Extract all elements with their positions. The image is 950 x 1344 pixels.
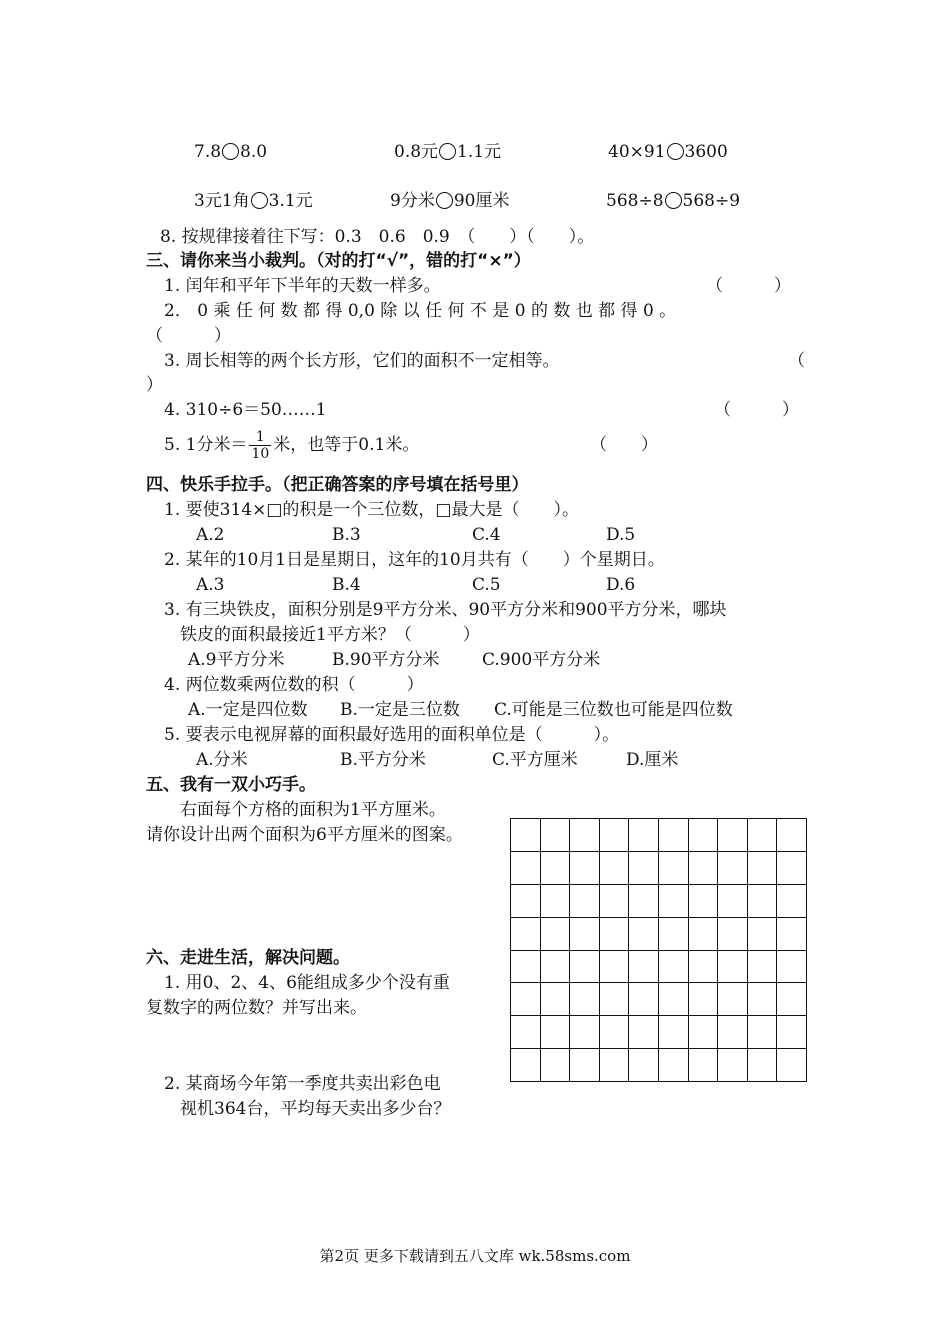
option[interactable]: D.6 (606, 575, 636, 595)
option[interactable]: A.2 (196, 525, 225, 545)
compare-right: 1.1元 (457, 142, 502, 162)
compare-item (608, 141, 728, 163)
option[interactable]: B.90平方分米 (332, 650, 440, 670)
compare-item (394, 141, 501, 163)
problem-2-line-1: 2. 某商场今年第一季度共卖出彩色电 (164, 1074, 441, 1094)
judge-item-5-post: 米，也等于0.1米。 (273, 435, 420, 455)
judge-paren-2[interactable]: （ ） (146, 326, 231, 346)
problem-2-line-2: 视机364台，平均每天卖出多少台？ (180, 1099, 451, 1119)
section-5-text-2: 请你设计出两个面积为6平方厘米的图案。 (146, 825, 463, 845)
option[interactable]: B.一定是三位数 (340, 700, 460, 720)
option[interactable]: A.一定是四位数 (188, 700, 308, 720)
judge-item-1: 1. 闰年和平年下半年的天数一样多。 (164, 276, 441, 296)
option[interactable]: A.分米 (196, 750, 248, 770)
section-5-text-1: 右面每个方格的面积为1平方厘米。 (180, 800, 446, 820)
question-8: 8. 按规律接着往下写：0.3 0.6 0.9 （ ）（ ）。 (160, 227, 595, 247)
option[interactable]: C.5 (472, 575, 501, 595)
section-3-title: 三、请你来当小裁判。（对的打“√”，错的打“×”） (146, 251, 531, 271)
page-footer: 第2页 更多下载请到五八文库 wk.58sms.com (319, 1247, 631, 1265)
judge-item-5-pre: 5. 1分米＝ (164, 435, 248, 455)
judge-paren-3-close[interactable]: ） (146, 375, 163, 395)
compare-right: 90厘米 (453, 191, 510, 211)
section-6-title: 六、走进生活，解决问题。 (146, 948, 350, 968)
choice-question-5: 5. 要表示电视屏幕的面积最好选用的面积单位是（ ）。 (164, 725, 620, 745)
fraction-numerator: 1 (249, 429, 271, 446)
compare-left: 568÷8 (606, 191, 664, 211)
choice-question-3: 3. 有三块铁皮，面积分别是9平方分米、90平方分米和900平方分米，哪块 (164, 600, 727, 620)
compare-right: 568÷9 (682, 191, 741, 211)
judge-paren-4[interactable]: （ ） (714, 400, 799, 420)
option[interactable]: B.平方分米 (340, 750, 426, 770)
judge-item-3: 3. 周长相等的两个长方形，它们的面积不一定相等。 (164, 351, 560, 371)
fraction-denominator: 10 (251, 446, 270, 462)
fraction (249, 429, 271, 462)
compare-circle[interactable] (436, 192, 453, 209)
compare-circle[interactable] (439, 143, 456, 160)
choice-question-2: 2. 某年的10月1日是星期日，这年的10月共有（ ）个星期日。 (164, 550, 665, 570)
square-grid[interactable] (510, 818, 807, 1082)
option[interactable]: C.平方厘米 (492, 750, 578, 770)
compare-item (194, 190, 313, 212)
choice-question-4: 4. 两位数乘两位数的积（ ） (164, 675, 424, 695)
section-4-title: 四、快乐手拉手。（把正确答案的序号填在括号里） (146, 475, 529, 495)
option[interactable]: D.5 (606, 525, 636, 545)
option[interactable]: C.可能是三位数也可能是四位数 (494, 700, 733, 720)
option[interactable]: B.4 (332, 575, 361, 595)
option[interactable]: A.9平方分米 (188, 650, 285, 670)
compare-circle[interactable] (251, 192, 268, 209)
judge-item-5 (164, 428, 419, 462)
compare-right: 8.0 (240, 142, 268, 162)
judge-paren-5[interactable]: （ ） (590, 435, 658, 455)
compare-left: 9分米 (390, 191, 435, 211)
problem-1-line-2: 复数字的两位数？并写出来。 (146, 998, 367, 1018)
compare-left: 40×91 (608, 142, 666, 162)
compare-left: 0.8元 (394, 142, 439, 162)
judge-paren-3-open[interactable]: （ (788, 351, 805, 371)
judge-paren-1[interactable]: （ ） (706, 276, 791, 296)
compare-item (606, 190, 740, 212)
compare-item (194, 141, 267, 163)
compare-circle[interactable] (222, 143, 239, 160)
compare-circle[interactable] (665, 192, 682, 209)
option[interactable]: D.厘米 (626, 750, 679, 770)
compare-circle[interactable] (667, 143, 684, 160)
option[interactable]: C.900平方分米 (482, 650, 601, 670)
choice-question-1: 1. 要使314×□的积是一个三位数，□最大是（ ）。 (164, 500, 579, 520)
compare-item (390, 190, 509, 212)
compare-left: 3元1角 (194, 191, 250, 211)
judge-item-2: 2． 0 乘 任 何 数 都 得 0,0 除 以 任 何 不 是 0 的 数 也 都 得 0 。 (164, 301, 677, 321)
problem-1-line-1: 1. 用0、2、4、6能组成多少个没有重 (164, 973, 450, 993)
option[interactable]: C.4 (472, 525, 501, 545)
option[interactable]: A.3 (196, 575, 225, 595)
compare-right: 3.1元 (268, 191, 313, 211)
choice-question-3-cont: 铁皮的面积最接近1平方米？（ ） (180, 625, 480, 645)
option[interactable]: B.3 (332, 525, 361, 545)
compare-right: 3600 (684, 142, 728, 162)
section-5-title: 五、我有一双小巧手。 (146, 775, 316, 795)
judge-item-4: 4. 310÷6＝50……1 (164, 400, 327, 420)
compare-left: 7.8 (194, 142, 222, 162)
